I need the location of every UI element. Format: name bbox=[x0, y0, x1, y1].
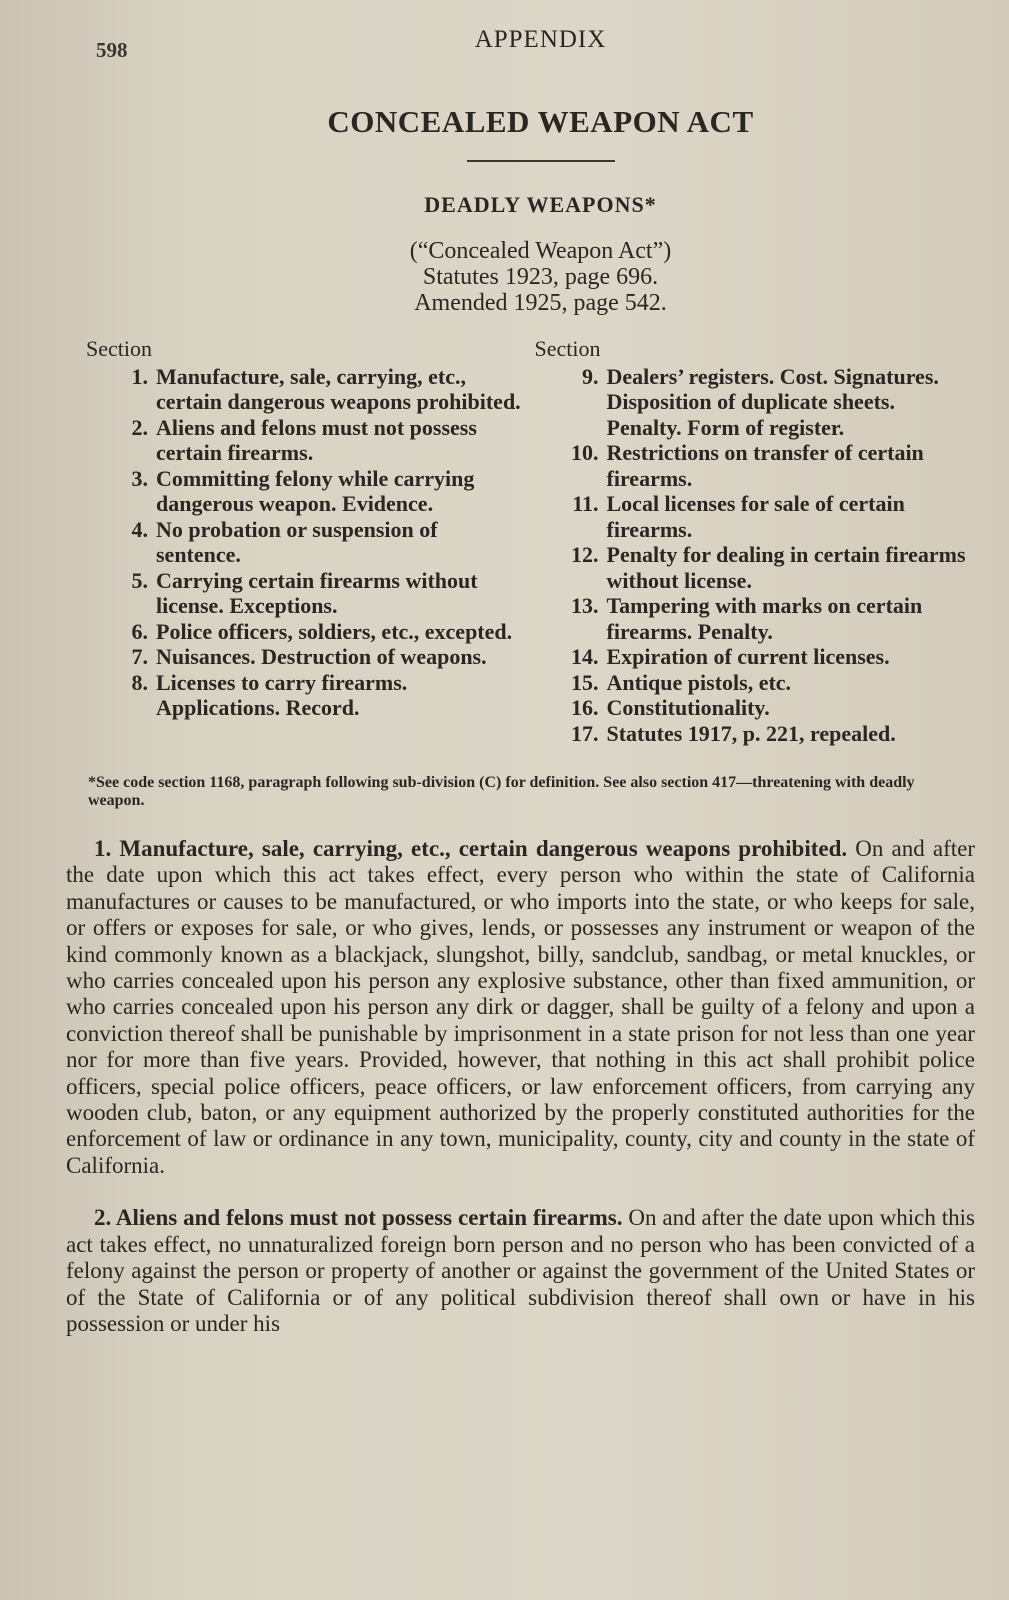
toc-item-number: 7. bbox=[131, 644, 148, 669]
toc-item bbox=[86, 364, 527, 415]
toc-item bbox=[86, 415, 527, 466]
toc-item bbox=[535, 644, 976, 670]
toc-item-number: 5. bbox=[131, 567, 148, 593]
running-head bbox=[66, 22, 975, 62]
toc-item-number: 16. bbox=[571, 695, 599, 720]
toc-item-text: Penalty for dealing in certain firearms without license. bbox=[606, 542, 966, 593]
toc-item-text: Expiration of current licenses. bbox=[606, 644, 890, 669]
toc-left-column bbox=[66, 336, 527, 746]
toc-item bbox=[86, 466, 527, 517]
section-heading: 1. Manufacture, sale, carrying, etc., certain dangerous weapons prohibited. bbox=[94, 836, 848, 861]
toc-item bbox=[535, 721, 976, 747]
toc-item bbox=[535, 593, 976, 644]
toc-item bbox=[86, 644, 527, 670]
toc-item bbox=[535, 491, 976, 542]
toc-item-number: 10. bbox=[571, 440, 599, 465]
toc-item-text: Statutes 1917, p. 221, repealed. bbox=[606, 720, 896, 746]
toc-item-number: 13. bbox=[571, 593, 599, 618]
citation-line: (“Concealed Weapon Act”) bbox=[409, 238, 672, 264]
table-of-contents bbox=[66, 336, 975, 746]
toc-item-text: No probation or suspension of sentence. bbox=[156, 516, 438, 567]
toc-item-number: 14. bbox=[571, 644, 599, 669]
footnote: *See code section 1168, paragraph following sub-division (C) for definition. See also section 417—threatening with deadly weapon. bbox=[88, 774, 915, 809]
toc-item bbox=[535, 542, 976, 593]
toc-item-text: Antique pistols, etc. bbox=[606, 669, 792, 695]
toc-item bbox=[535, 695, 976, 721]
toc-item-text: Carrying certain firearms without license. Exceptions. bbox=[156, 567, 478, 618]
toc-item bbox=[86, 568, 527, 619]
toc-item-number: 12. bbox=[571, 542, 599, 567]
toc-heading: Section bbox=[534, 336, 601, 361]
running-title: APPENDIX bbox=[474, 26, 607, 53]
toc-item bbox=[86, 517, 527, 568]
citation-line: Statutes 1923, page 696. bbox=[422, 264, 659, 290]
toc-item-number: 9. bbox=[582, 363, 599, 389]
toc-item-number: 8. bbox=[131, 669, 148, 695]
toc-item-text: Manufacture, sale, carrying, etc., certain dangerous weapons prohibited. bbox=[156, 363, 521, 414]
toc-item-text: Constitutionality. bbox=[606, 695, 770, 720]
toc-item-number: 17. bbox=[571, 720, 599, 746]
toc-item-text: Local licenses for sale of certain firearms. bbox=[606, 491, 905, 542]
toc-item bbox=[535, 440, 976, 491]
subtitle: DEADLY WEAPONS* bbox=[424, 192, 657, 217]
toc-item-number: 1. bbox=[131, 363, 148, 389]
page-number: 598 bbox=[96, 38, 128, 62]
toc-item-number: 4. bbox=[131, 516, 148, 542]
toc-item-text: Nuisances. Destruction of weapons. bbox=[156, 644, 487, 669]
toc-right-column bbox=[527, 336, 976, 746]
toc-item-text: Police officers, soldiers, etc., excepted. bbox=[156, 618, 513, 644]
title-rule bbox=[467, 160, 615, 162]
toc-item bbox=[535, 670, 976, 696]
toc-item-number: 6. bbox=[131, 618, 148, 644]
toc-item-text: Dealers’ registers. Cost. Signatures. Disposition of duplicate sheets. Penalty. Form of register. bbox=[606, 363, 939, 440]
toc-item bbox=[86, 619, 527, 645]
toc-item-text: Aliens and felons must not possess certain firearms. bbox=[156, 414, 477, 465]
toc-item-number: 15. bbox=[571, 669, 599, 695]
toc-item-number: 3. bbox=[131, 465, 148, 491]
toc-item-text: Committing felony while carrying dangerous weapon. Evidence. bbox=[156, 465, 475, 516]
act-title: CONCEALED WEAPON ACT bbox=[327, 104, 754, 139]
section-1 bbox=[66, 836, 975, 1179]
toc-item bbox=[535, 364, 976, 441]
toc-item-number: 11. bbox=[572, 491, 599, 516]
toc-item-text: Restrictions on transfer of certain firearms. bbox=[606, 440, 924, 491]
citation bbox=[66, 238, 975, 316]
toc-item-text: Tampering with marks on certain firearms. Penalty. bbox=[606, 593, 923, 644]
citation-line: Amended 1925, page 542. bbox=[414, 290, 667, 316]
section-body: On and after the date upon which this act takes effect, no unnaturalized foreign born person and no person who has been convicted of a felony against the person or property of another or against the government of the United States or of the State of California or of any political subdivision thereof shall own or have in his possession or under his bbox=[66, 1205, 975, 1336]
section-heading: 2. Aliens and felons must not possess certain firearms. bbox=[94, 1205, 623, 1231]
toc-heading: Section bbox=[86, 336, 152, 361]
section-body: On and after the date upon which this act takes effect, every person who within the state of California manufactures or causes to be manufactured, or who imports into the state, or who keeps for sale, or offers or exposes for sale, or who gives, lends, or possesses any instrument or weapon of the kind commonly known as a blackjack, slungshot, billy, sandclub, sandbag, or metal knuckles, or who carries concealed upon his person any explosive substance, other than fixed ammunition, or who carries concealed upon his person any dirk or dagger, shall be guilty of a felony and upon a conviction thereof shall be punishable by imprisonment in a state prison for not less than one year nor for more than five years. Provided, however, that nothing in this act shall prohibit police officers, special police officers, peace officers, or law enforcement officers, from carrying any wooden club, baton, or any equipment authorized by the properly constituted authorities for the enforcement of law or ordinance in any town, municipality, county, city and county in the state of California. bbox=[66, 836, 975, 1178]
section-2 bbox=[66, 1205, 975, 1337]
toc-item-text: Licenses to carry firearms. Applications. Record. bbox=[156, 669, 408, 720]
toc-item bbox=[86, 670, 527, 721]
toc-item-number: 2. bbox=[131, 414, 148, 440]
